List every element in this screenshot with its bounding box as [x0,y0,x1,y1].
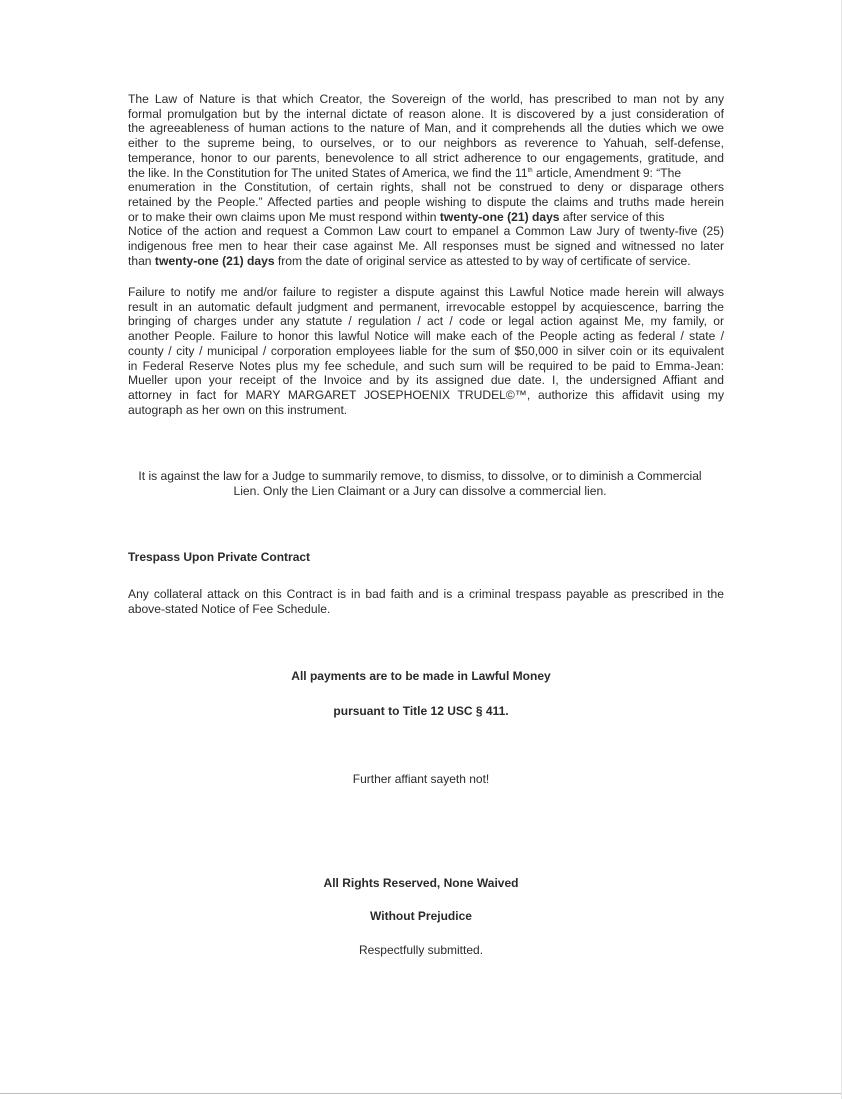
paragraph-line-text: or to make their own claims upon Me must respond within [128,209,437,224]
paragraph-line: Any collateral attack on this Contract is in bad faith and is a criminal trespass payable as prescribed in the [128,587,724,601]
paragraph-line: formal promulgation but by the internal dictate of reason alone. It is discovered by a just consideration of [128,106,724,121]
paragraph-line: above-stated Notice of Fee Schedule. [128,601,331,616]
deadline-emphasis: twenty-one (21) days [439,209,560,224]
paragraph-line: Failure to notify me and/or failure to register a dispute against this Lawful Notice made herein will always [128,285,724,299]
respectfully-submitted-text: Respectfully submitted. [358,943,484,957]
paragraph-line: Notice of the action and request a Common Law court to empanel a Common Law Jury of twenty-five (25) [128,224,724,239]
paragraph-line: indigenous free men to hear their case against Me. All responses must be signed and witnessed no later [128,239,724,254]
paragraph-line-text: than [128,253,152,268]
paragraph-line: retained by the People.” Affected parties and people wishing to dispute the claims and truths made herein [128,194,724,209]
paragraph-line: another People. Failure to honor this lawful Notice will make each of the People acting as federal / state / [128,329,724,344]
paragraph-line: Mueller upon your receipt of the Invoice and by its assigned due date. I, the undersigned Affiant and [128,373,724,388]
paragraph-line: The Law of Nature is that which Creator, the Sovereign of the world, has prescribed to man not by any [128,92,724,106]
ordinal-suffix: th [527,167,533,174]
trespass-paragraph [128,587,724,616]
paragraph-line: either to the supreme being, to ourselves, or to our neighbors as reverence to Yahuah, self-defense, [128,136,724,151]
paragraph-line-tail: article, Amendment 9: “The [532,165,682,180]
payments-line-1: All payments are to be made in Lawful Money [291,669,551,683]
paragraph-line: in Federal Reserve Notes plus my fee schedule, and such sum will be required to be paid to Emma-Jean: [128,358,724,373]
failure-to-notify-paragraph [128,285,724,417]
rights-reserved-text: All Rights Reserved, None Waived [323,876,519,890]
further-affiant-text: Further affiant sayeth not! [352,772,490,786]
paragraph-line-tail: after service of this [559,209,665,224]
commercial-lien-statement [110,469,730,498]
paragraph-line-amendment [128,166,724,181]
paragraph-line: the agreeableness of human actions to the nature of Man, and it comprehends all the duties which we owe [128,121,724,136]
deadline-emphasis: twenty-one (21) days [154,253,275,268]
paragraph-line: result in an automatic default judgment and permanent, irrevocable estoppel by acquiescence, barring the [128,299,724,314]
scan-edge-line [0,1093,842,1094]
law-of-nature-paragraph [128,92,724,268]
paragraph-line: bringing of charges under any statute / regulation / act / code or legal action against Me, my family, or [128,314,724,329]
paragraph-line-text: the like. In the Constitution for The united States of America, we find the 11 [128,165,528,180]
statement-line: It is against the law for a Judge to summarily remove, to dismiss, to dissolve, or to diminish a Commercial [138,469,702,483]
paragraph-line: county / city / municipal / corporation employees liable for the sum of $50,000 in silver coin or its equivalent [128,343,724,358]
trespass-heading: Trespass Upon Private Contract [128,550,311,564]
paragraph-line: attorney in fact for MARY MARGARET JOSEPHOENIX TRUDEL©™, authorize this affidavit using my [128,387,724,402]
paragraph-line: enumeration in the Constitution, of certain rights, shall not be construed to deny or disparage others [128,180,724,195]
without-prejudice-text: Without Prejudice [370,909,472,923]
paragraph-line: temperance, honor to our parents, benevolence to all strict adherence to our engagements, gratitude, and [128,150,724,165]
statement-line: Lien. Only the Lien Claimant or a Jury can dissolve a commercial lien. [233,483,607,498]
paragraph-line-deadline [128,254,724,269]
payments-line-2: pursuant to Title 12 USC § 411. [333,704,509,718]
paragraph-line-deadline [128,210,724,225]
paragraph-line-tail: from the date of original service as attested to by way of certificate of service. [277,253,691,268]
paragraph-line: autograph as her own on this instrument. [128,402,348,417]
